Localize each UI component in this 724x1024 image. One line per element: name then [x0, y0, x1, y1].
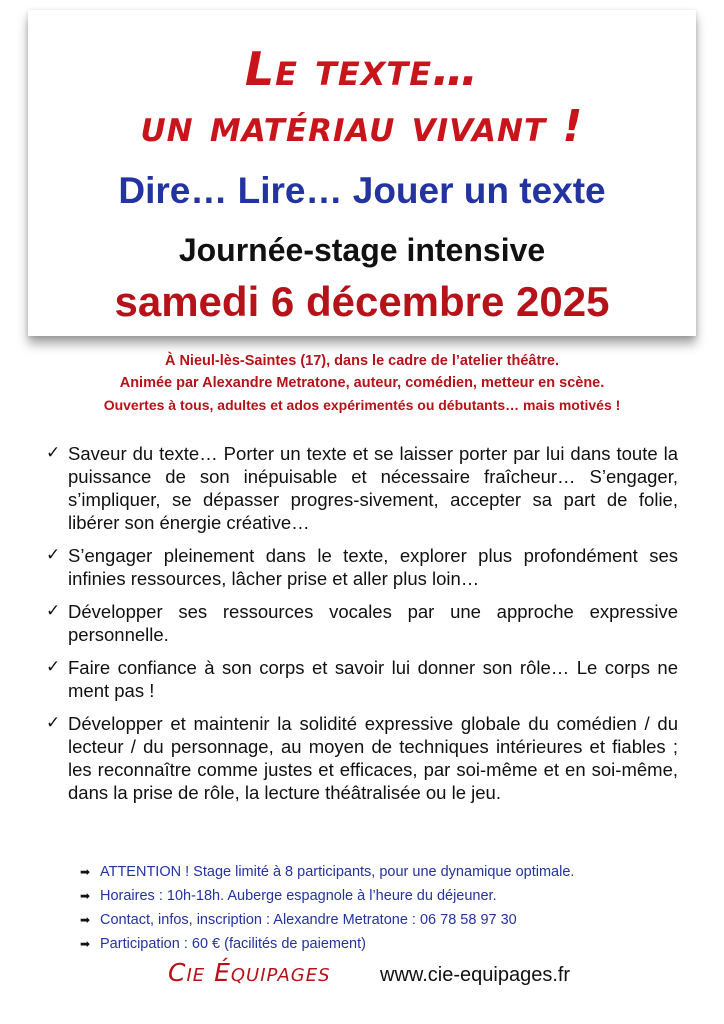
note-item [80, 908, 574, 932]
check-icon: ✓ [46, 545, 61, 565]
list-item [46, 600, 678, 646]
note-text: Horaires : 10h-18h. Auberge espagnole à l’heure du déjeuner. [100, 888, 497, 904]
arrow-right-icon: ➡ [80, 865, 91, 879]
arrow-right-icon: ➡ [80, 913, 91, 927]
list-item-text: S’engager pleinement dans le texte, explorer plus profondément ses infinies ressources, lâcher prise et aller plus loin… [68, 545, 678, 589]
list-item-text: Développer ses ressources vocales par une approche expressive personnelle. [68, 601, 678, 645]
list-item [46, 656, 678, 702]
arrow-right-icon: ➡ [80, 937, 91, 951]
list-item [46, 544, 678, 590]
list-item-text: Développer et maintenir la solidité expressive globale du comédien / du lecteur / du personnage, au moyen de techniques intérieures et fiables ; les reconnaître comme justes et efficaces, par soi-même et en soi-même, dans la prise de rôle, la lecture théâtralisée ou le jeu. [68, 713, 678, 803]
note-text: ATTENTION ! Stage limité à 8 participants, pour une dynamique optimale. [100, 864, 575, 880]
note-text: Participation : 60 € (facilités de paiement) [100, 936, 366, 952]
note-item [80, 932, 574, 956]
title-line-2: un matériau vivant ! [140, 101, 584, 152]
note-text: Contact, infos, inscription : Alexandre Metratone : 06 78 58 97 30 [100, 912, 517, 928]
practical-notes [80, 860, 574, 956]
list-item [46, 442, 678, 534]
objectives-list [46, 442, 678, 814]
event-date: samedi 6 décembre 2025 [114, 278, 610, 325]
website-link[interactable]: www.cie-equipages.fr [380, 964, 571, 986]
note-item [80, 860, 574, 884]
info-block [0, 350, 724, 416]
check-icon: ✓ [46, 713, 61, 733]
check-icon: ✓ [46, 443, 61, 463]
list-item-text: Saveur du texte… Porter un texte et se laisser porter par lui dans toute la puissance de son inépuisable et nécessaire fraîcheur… S’engager, s’impliquer, se dépasser progres-sivement, accepter sa part de folie, libérer son énergie créative… [68, 443, 678, 533]
stage-type: Journée-stage intensive [178, 232, 546, 268]
note-item [80, 884, 574, 908]
title-line-1: Le texte… [244, 42, 480, 96]
info-location: À Nieul-lès-Saintes (17), dans le cadre de l’atelier théâtre. [164, 353, 560, 369]
check-icon: ✓ [46, 601, 61, 621]
info-host: Animée par Alexandre Metratone, auteur, comédien, metteur en scène. [119, 375, 605, 391]
list-item-text: Faire confiance à son corps et savoir lui donner son rôle… Le corps ne ment pas ! [68, 657, 678, 701]
list-item [46, 712, 678, 804]
company-logo: Cie Équipages [168, 958, 331, 987]
info-audience: Ouvertes à tous, adultes et ados expérimentés ou débutants… mais motivés ! [103, 397, 621, 413]
header-card [28, 10, 696, 336]
check-icon: ✓ [46, 657, 61, 677]
arrow-right-icon: ➡ [80, 889, 91, 903]
subtitle: Dire… Lire… Jouer un texte [118, 170, 606, 211]
